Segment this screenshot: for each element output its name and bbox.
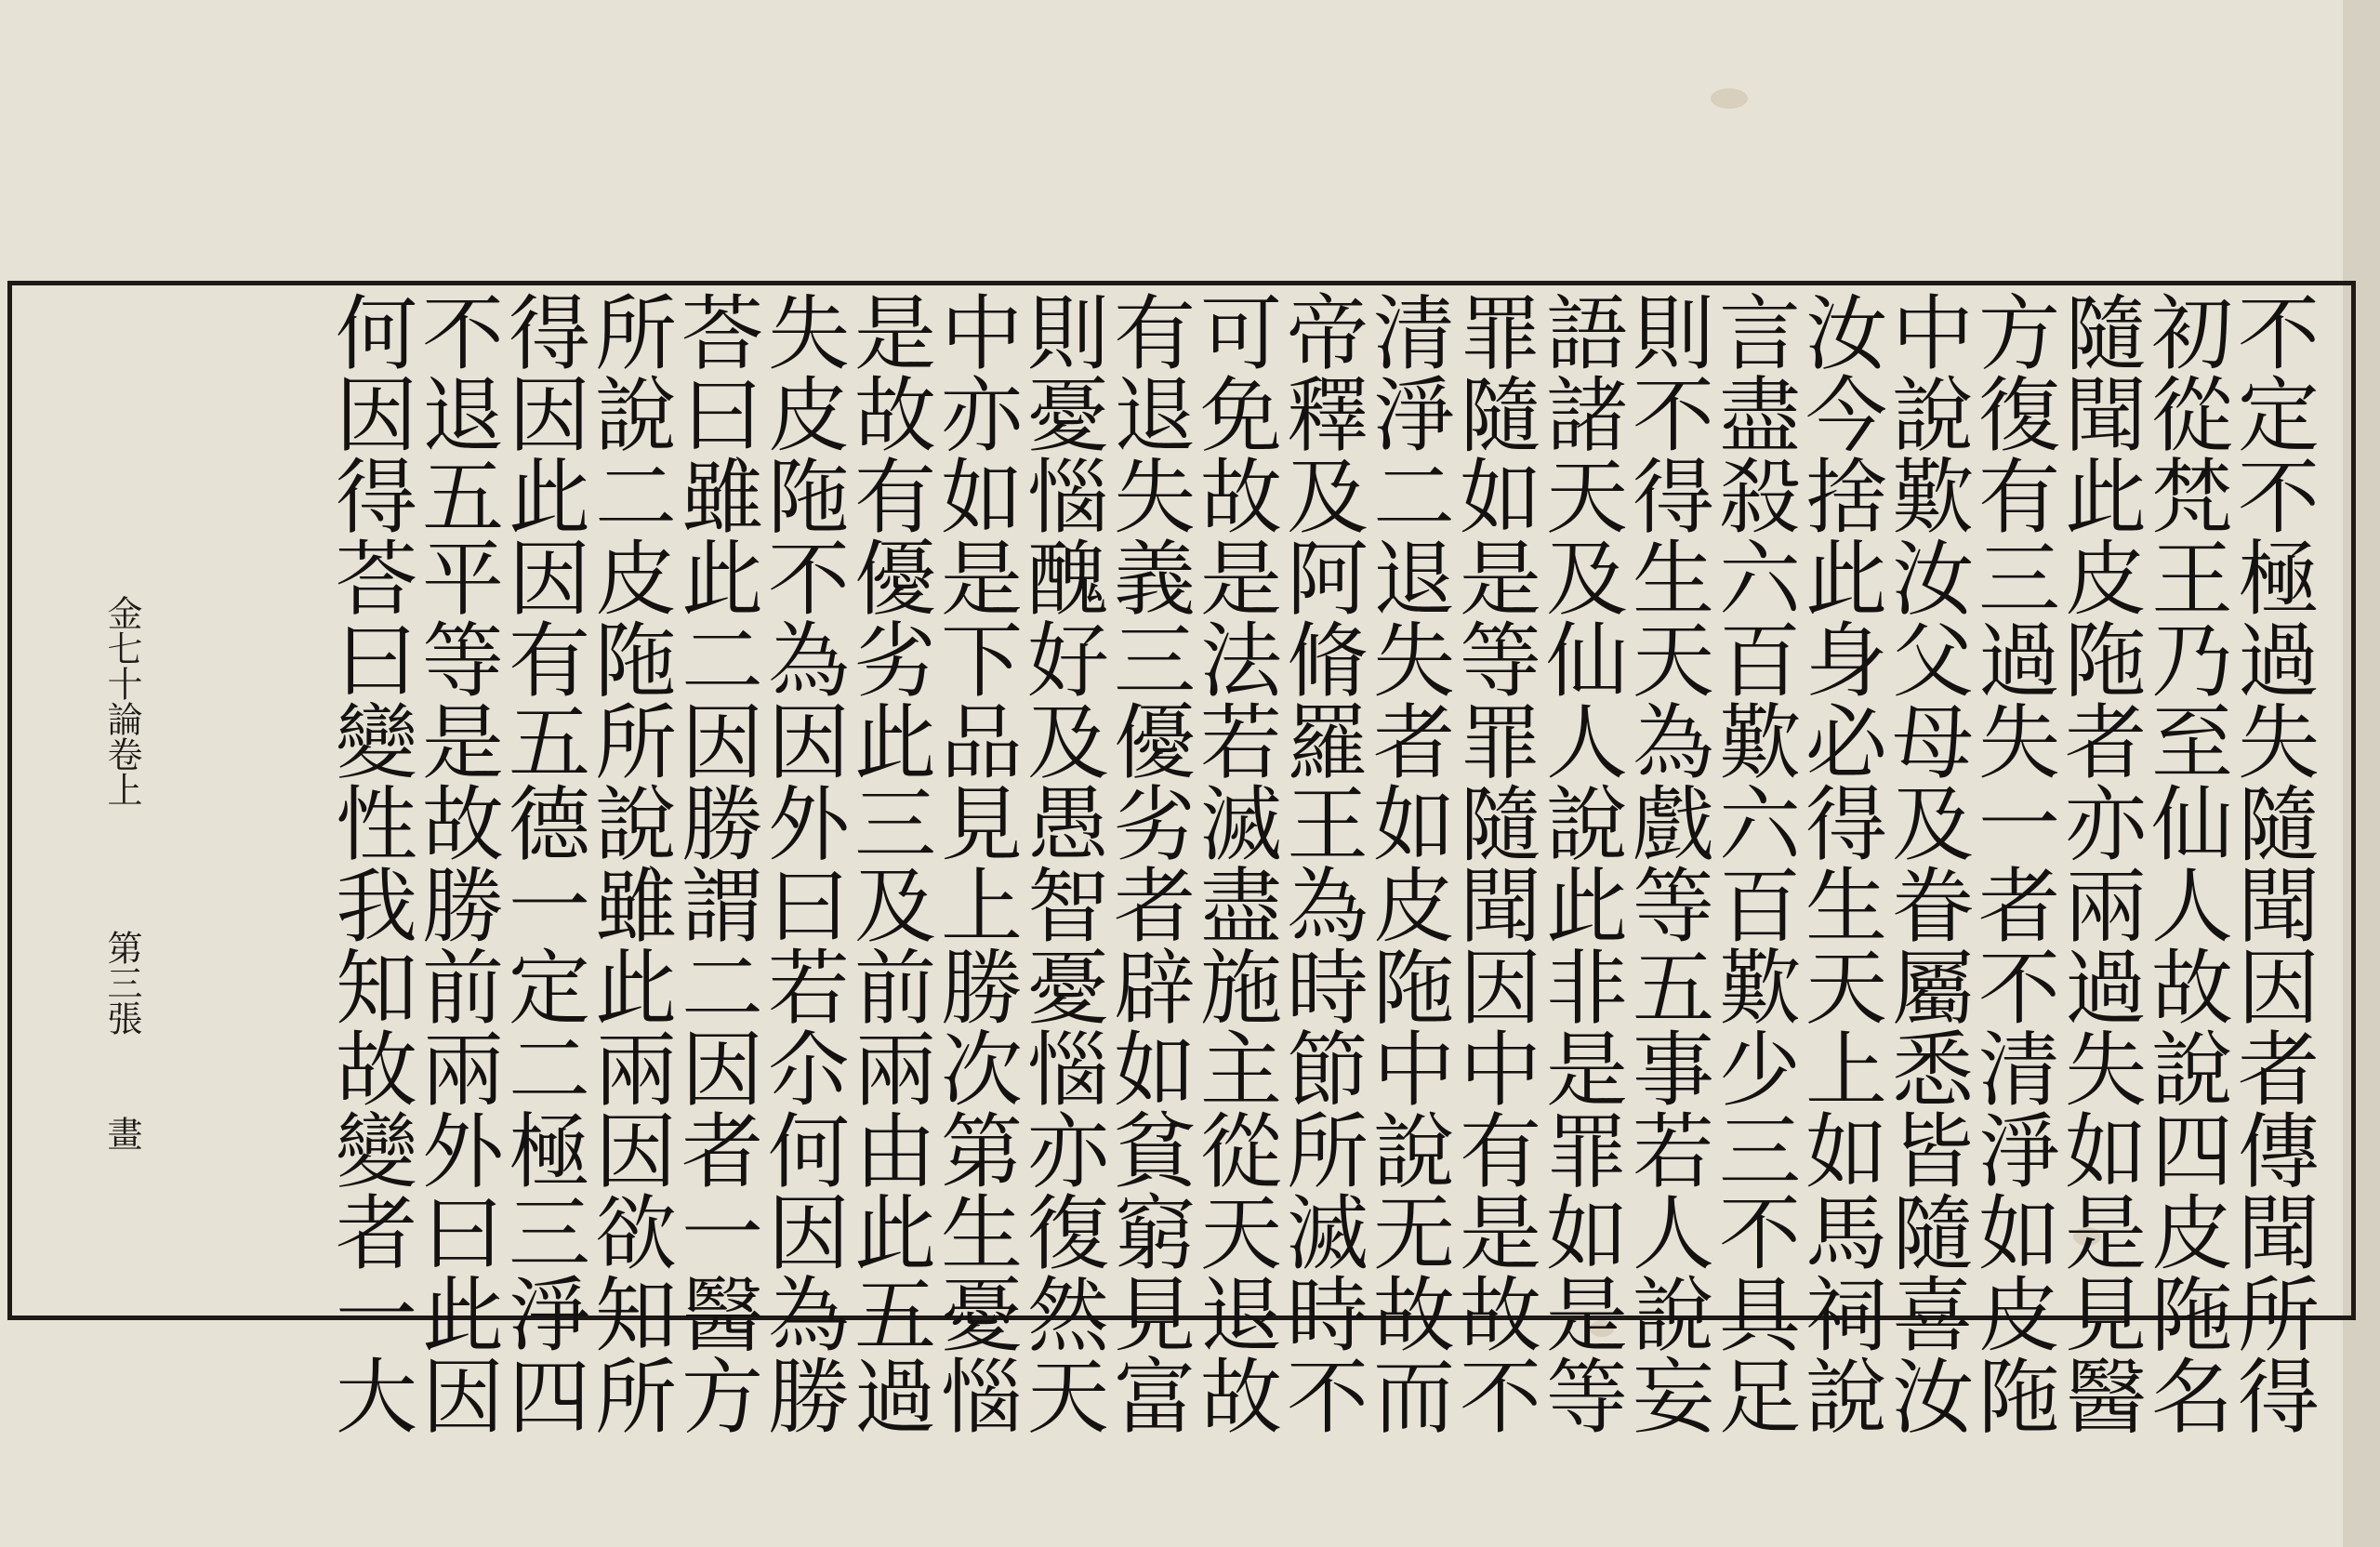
text-column-23: 何因得荅曰變性我知故變者一大	[323, 290, 418, 1435]
text-column-10: 罪隨如是等罪隨聞因中有是故不	[1447, 290, 1542, 1435]
text-column-5: 中說歎汝父母及眷屬悉皆隨喜汝	[1879, 290, 1975, 1435]
margin-carver: 畫	[101, 1116, 142, 1151]
text-column-7: 言盡殺六百歎六百歎少三不具足	[1706, 290, 1802, 1435]
text-column-3: 隨聞此皮陁者亦兩過失如是見醫	[2052, 290, 2148, 1435]
text-column-19: 荅曰雖此二因勝謂二因者一醫方	[668, 290, 764, 1435]
text-column-11: 清淨二退失者如皮陁中說无故而	[1360, 290, 1456, 1435]
margin-page-number: 第三張	[101, 930, 142, 1036]
margin-title: 金七十論卷上	[101, 595, 142, 807]
text-column-16: 中亦如是下品見上勝次第生憂惱	[928, 290, 1024, 1435]
text-column-13: 可免故是法若滅盡施主從天退故	[1187, 290, 1283, 1435]
text-column-22: 不退五平等是故勝前兩外曰此因	[409, 290, 505, 1435]
text-column-15: 則憂惱醜好及愚智憂惱亦復然天	[1014, 290, 1110, 1435]
text-column-6: 汝今捨此身必得生天上如馬祠說	[1792, 290, 1888, 1435]
text-column-4: 方復有三過失一者不清淨如皮陁	[1965, 290, 2061, 1435]
text-column-17: 是故有優劣此三及前兩由此五過	[841, 290, 937, 1435]
text-column-9: 語諸天及仙人說此非是罪如是等	[1533, 290, 1629, 1435]
text-column-1: 不定不極過失隨聞因者傳聞所得	[2225, 290, 2320, 1435]
paper-stain	[1711, 88, 1748, 109]
text-column-14: 有退失義三優劣者辟如貧窮見富	[1101, 290, 1197, 1435]
text-column-21: 得因此因有五德一定二極三淨四	[496, 290, 591, 1435]
text-column-2: 初從梵王乃至仙人故說四皮陁名	[2138, 290, 2234, 1435]
text-column-12: 帝釋及阿脩羅王為時節所滅時不	[1274, 290, 1369, 1435]
text-column-18: 失皮陁不為因外曰若尒何因為勝	[755, 290, 851, 1435]
text-column-8: 則不得生天為戲等五事若人說妄	[1620, 290, 1715, 1435]
text-column-20: 所說二皮陁所說雖此兩因欲知所	[582, 290, 678, 1435]
